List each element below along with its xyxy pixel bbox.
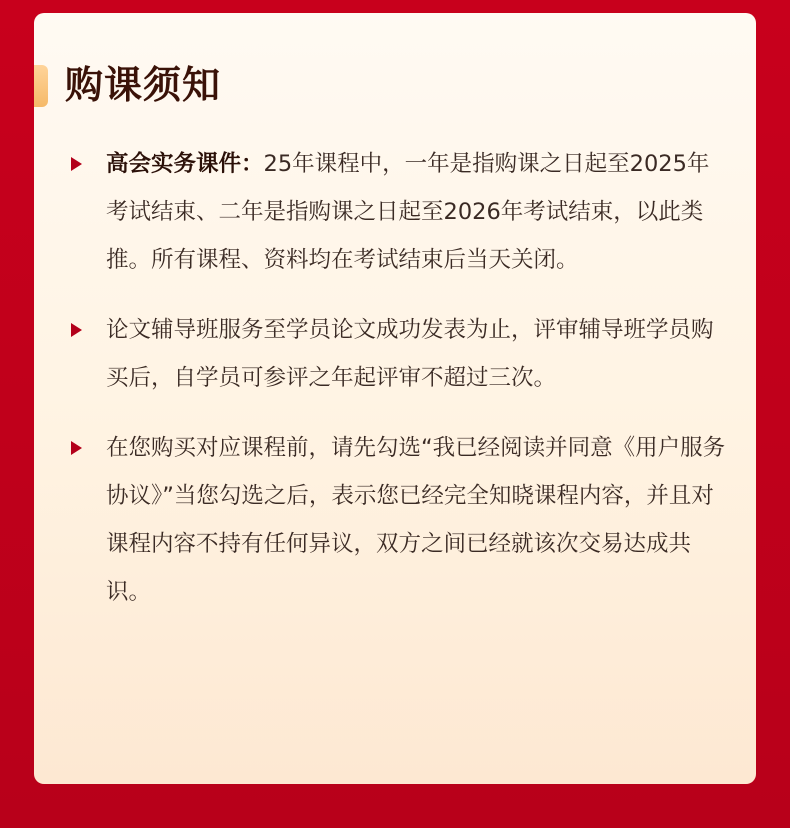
notice-card — [34, 13, 756, 784]
notice-text: 在您购买对应课程前，请先勾选“我已经阅读并同意《用户服务协议》”当您勾选之后，表示您已经完全知晓课程内容，并且对课程内容不持有任何异议，双方之间已经就该次交易达成共识。 — [106, 435, 726, 605]
notice-item-3 — [70, 424, 726, 616]
notice-text: 25年课程中，一年是指购课之日起至2025年考试结束、二年是指购课之日起至2026年考试结束，以此类推。所有课程、资料均在考试结束后当天关闭。 — [106, 151, 710, 273]
triangle-bullet-icon — [71, 323, 82, 337]
triangle-bullet-icon — [71, 157, 82, 171]
title-accent-bar — [34, 65, 48, 107]
notice-lead: 高会实务课件： — [106, 151, 264, 177]
notice-item-2 — [70, 306, 726, 402]
notice-list — [70, 140, 726, 638]
notice-text: 论文辅导班服务至学员论文成功发表为止，评审辅导班学员购买后，自学员可参评之年起评审不超过三次。 — [106, 317, 714, 391]
triangle-bullet-icon — [71, 441, 82, 455]
page-title: 购课须知 — [65, 63, 222, 107]
notice-item-1 — [70, 140, 726, 284]
